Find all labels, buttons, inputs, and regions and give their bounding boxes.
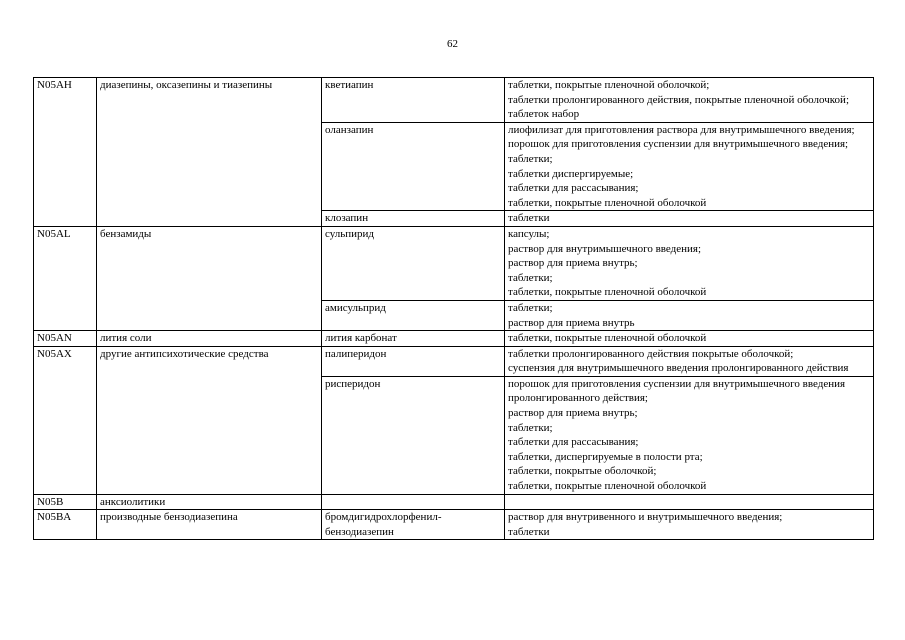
table-row — [34, 78, 874, 123]
dosage-form: порошок для приготовления суспензии для внутримышечного введения пролонгированного действия; — [508, 377, 846, 405]
table-body — [34, 78, 874, 540]
dosage-form: таблетки для рассасывания; — [508, 182, 639, 195]
dosage-form: таблетки пролонгированного действия, покрытые пленочной оболочкой; — [508, 93, 849, 106]
dosage-form: раствор для внутривенного и внутримышечного введения; — [508, 511, 783, 524]
dosage-forms-cell — [505, 300, 874, 330]
drug-name-cell: лития карбонат — [322, 331, 505, 347]
atc-code-cell: N05AX — [34, 346, 97, 494]
drug-name-cell: сульпирид — [322, 226, 505, 300]
drug-name-cell: амисульприд — [322, 300, 505, 330]
dosage-forms-cell — [505, 78, 874, 123]
dosage-form: раствор для приема внутрь; — [508, 257, 638, 270]
dosage-forms-cell — [505, 346, 874, 376]
dosage-form: таблетки, диспергируемые в полости рта; — [508, 450, 703, 463]
table-row — [34, 331, 874, 347]
dosage-forms-cell — [505, 494, 874, 510]
atc-code-cell: N05B — [34, 494, 97, 510]
dosage-forms-cell — [505, 226, 874, 300]
atc-group-cell: анксиолитики — [97, 494, 322, 510]
dosage-forms-cell — [505, 510, 874, 540]
atc-code-cell: N05AN — [34, 331, 97, 347]
dosage-form: раствор для приема внутрь — [508, 316, 635, 329]
dosage-form: таблетки; — [508, 271, 553, 284]
dosage-form: суспензия для внутримышечного введения пролонгированного действия — [508, 362, 849, 375]
dosage-form: таблетки пролонгированного действия покрытые оболочкой; — [508, 347, 794, 360]
dosage-form: таблетки, покрытые пленочной оболочкой — [508, 480, 707, 493]
atc-code-cell: N05AH — [34, 78, 97, 227]
drug-table — [33, 77, 874, 540]
dosage-form: таблетки, покрытые пленочной оболочкой — [508, 286, 707, 299]
dosage-forms-cell — [505, 122, 874, 211]
dosage-form: таблетки, покрытые пленочной оболочкой — [508, 332, 707, 345]
dosage-form: таблеток набор — [508, 108, 580, 121]
drug-name-cell: палиперидон — [322, 346, 505, 376]
dosage-forms-cell — [505, 211, 874, 227]
drug-name-cell: кветиапин — [322, 78, 505, 123]
dosage-form: таблетки — [508, 212, 550, 225]
dosage-form: порошок для приготовления суспензии для внутримышечного введения; — [508, 138, 849, 151]
atc-code-cell: N05BA — [34, 510, 97, 540]
drug-name-cell: рисперидон — [322, 376, 505, 494]
drug-name-cell: бромдигидрохлорфенил-бензодиазепин — [322, 510, 505, 540]
dosage-form: таблетки; — [508, 152, 553, 165]
drug-name-cell — [322, 494, 505, 510]
atc-group-cell: лития соли — [97, 331, 322, 347]
table-row — [34, 494, 874, 510]
dosage-form: таблетки, покрытые оболочкой; — [508, 465, 657, 478]
dosage-forms-cell — [505, 331, 874, 347]
dosage-form: таблетки, покрытые пленочной оболочкой; — [508, 79, 710, 91]
atc-group-cell: диазепины, оксазепины и тиазепины — [97, 78, 322, 227]
drug-name-cell: оланзапин — [322, 122, 505, 211]
table-row — [34, 226, 874, 300]
atc-code-cell: N05AL — [34, 226, 97, 330]
dosage-form: таблетки для рассасывания; — [508, 436, 639, 449]
atc-group-cell: производные бензодиазепина — [97, 510, 322, 540]
atc-group-cell: другие антипсихотические средства — [97, 346, 322, 494]
dosage-form: таблетки диспергируемые; — [508, 167, 634, 180]
table-row — [34, 510, 874, 540]
drug-name-cell: клозапин — [322, 211, 505, 227]
dosage-forms-cell — [505, 376, 874, 494]
dosage-form: таблетки; — [508, 421, 553, 434]
atc-group-cell: бензамиды — [97, 226, 322, 330]
dosage-form: капсулы; — [508, 227, 550, 240]
dosage-form: лиофилизат для приготовления раствора для внутримышечного введения; — [508, 123, 855, 136]
dosage-form: таблетки — [508, 525, 550, 538]
dosage-form: раствор для приема внутрь; — [508, 407, 638, 420]
table-row — [34, 346, 874, 376]
dosage-form: таблетки, покрытые пленочной оболочкой — [508, 196, 707, 209]
dosage-form: раствор для внутримышечного введения; — [508, 242, 702, 255]
dosage-form: таблетки; — [508, 301, 553, 314]
page-number: 62 — [447, 38, 458, 50]
